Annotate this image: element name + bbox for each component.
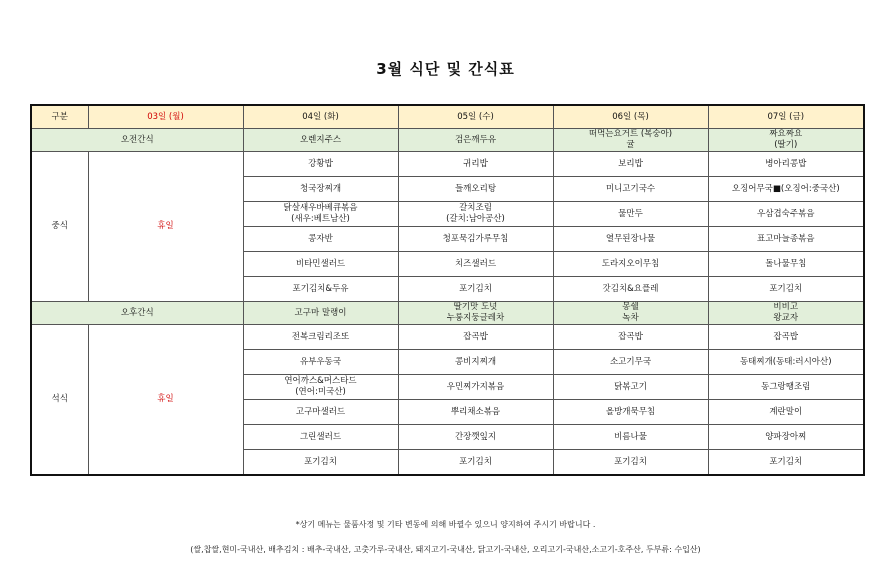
menu-item-line: 콩비지찌개 bbox=[454, 356, 497, 367]
menu-item-line: 귀리밥 bbox=[463, 158, 488, 169]
afternoon-snack-row bbox=[31, 302, 864, 325]
menu-cell bbox=[708, 375, 864, 400]
menu-item-line: 왕교자 bbox=[773, 313, 799, 323]
snack-cell bbox=[243, 302, 398, 325]
menu-cell bbox=[708, 277, 864, 302]
menu-cell bbox=[398, 375, 553, 400]
menu-item-line: 보리밥 bbox=[618, 158, 643, 169]
menu-item-line: 몽쉘 bbox=[622, 302, 639, 312]
menu-item-line: 표고마늘종볶음 bbox=[757, 233, 815, 244]
menu-cell bbox=[243, 450, 398, 476]
menu-item-line: 우민찌가지볶음 bbox=[446, 381, 505, 392]
menu-cell bbox=[243, 325, 398, 350]
menu-cell bbox=[398, 425, 553, 450]
menu-item-line: 누룽지둥글레차 bbox=[446, 313, 505, 323]
menu-item-line: 올방개묵무침 bbox=[605, 406, 656, 417]
menu-cell bbox=[398, 325, 553, 350]
menu-cell bbox=[243, 400, 398, 425]
menu-item-line: 물만두 bbox=[618, 208, 643, 219]
menu-item-line: 잡곡밥 bbox=[618, 331, 643, 342]
menu-item-line: 녹차 bbox=[622, 313, 639, 323]
menu-item-line: 미니고기국수 bbox=[605, 183, 656, 194]
menu-cell bbox=[398, 400, 553, 425]
header-day: 03일 (월) bbox=[88, 105, 243, 129]
menu-cell bbox=[243, 252, 398, 277]
header-day: 04일 (화) bbox=[243, 105, 398, 129]
snack-cell bbox=[553, 302, 708, 325]
menu-cell bbox=[243, 202, 398, 227]
menu-cell bbox=[553, 227, 708, 252]
menu-cell bbox=[553, 177, 708, 202]
menu-item-line: 포기김치 bbox=[769, 283, 803, 294]
menu-item-line: 강황밥 bbox=[308, 158, 333, 169]
row-label: 석식 bbox=[31, 325, 88, 476]
snack-cell bbox=[708, 302, 864, 325]
menu-cell bbox=[708, 450, 864, 476]
menu-item-line: 뿌리채소볶음 bbox=[450, 406, 501, 417]
menu-cell bbox=[243, 277, 398, 302]
menu-item-line: 동태찌개(동태:러시아산) bbox=[739, 356, 832, 367]
menu-item-line: 콩자반 bbox=[308, 233, 333, 244]
menu-item-line: 포기김치 bbox=[459, 283, 492, 294]
menu-item-line: 검은깨두유 bbox=[454, 134, 497, 145]
menu-cell bbox=[398, 277, 553, 302]
menu-item-line: 계란말이 bbox=[769, 406, 803, 417]
menu-item-line: (연어:미국산) bbox=[295, 387, 346, 397]
menu-item-line: 포기김치 bbox=[614, 456, 647, 467]
menu-cell bbox=[708, 252, 864, 277]
menu-cell bbox=[708, 325, 864, 350]
menu-cell bbox=[553, 325, 708, 350]
menu-item-line: 양파장아찌 bbox=[765, 431, 807, 442]
row-label: 오전간식 bbox=[31, 129, 243, 152]
menu-item-line: 갓김치&요플레 bbox=[602, 283, 659, 294]
menu-table bbox=[30, 104, 865, 476]
menu-item-line: 비비고 bbox=[773, 302, 799, 312]
dinner-section bbox=[31, 325, 864, 476]
menu-cell bbox=[553, 277, 708, 302]
menu-item-line: 떠먹는요거트 (복숭아) bbox=[588, 129, 673, 139]
menu-item-line: 들깨오리탕 bbox=[454, 183, 497, 194]
menu-item-line: 잡곡밥 bbox=[773, 331, 799, 342]
menu-item-line: 치즈샐러드 bbox=[454, 258, 497, 269]
menu-item-line: 도라지오이무침 bbox=[601, 258, 660, 269]
menu-item-line: 유부우동국 bbox=[299, 356, 342, 367]
snack-cell bbox=[398, 129, 553, 152]
row-label: 오후간식 bbox=[31, 302, 243, 325]
menu-item-line: (딸기) bbox=[774, 140, 798, 150]
origin-text: (쌀,찹쌀,현미-국내산, 배추김치 : 배추-국내산, 고춧가루-국내산, 돼지고기-국내산, 닭고기-국내산, 오리고기-국내산,소고기-호주산, 두부류: 수입산) bbox=[190, 545, 701, 554]
menu-item-line: 오렌지주스 bbox=[299, 134, 342, 145]
menu-item-line: 비타민샐러드 bbox=[295, 258, 346, 269]
menu-item-line: 포기김치 bbox=[769, 456, 803, 467]
menu-cell bbox=[398, 227, 553, 252]
row-label: 중식 bbox=[31, 152, 88, 302]
menu-item-line: 청국장찌개 bbox=[299, 183, 342, 194]
header-row bbox=[31, 105, 864, 129]
menu-cell bbox=[553, 202, 708, 227]
menu-cell bbox=[708, 400, 864, 425]
menu-cell bbox=[243, 227, 398, 252]
snack-cell bbox=[708, 129, 864, 152]
menu-cell bbox=[708, 425, 864, 450]
header-day: 05일 (수) bbox=[398, 105, 553, 129]
menu-item-line: 그린샐러드 bbox=[299, 431, 342, 442]
menu-item-line: 열무된장나물 bbox=[605, 233, 656, 244]
menu-cell bbox=[553, 450, 708, 476]
menu-item-line: 돌나물무침 bbox=[765, 258, 807, 269]
menu-cell bbox=[708, 227, 864, 252]
menu-cell bbox=[708, 177, 864, 202]
menu-item-line: 귤 bbox=[626, 140, 635, 150]
menu-item-line: 잡곡밥 bbox=[463, 331, 488, 342]
menu-cell bbox=[553, 152, 708, 177]
menu-cell bbox=[398, 252, 553, 277]
menu-cell bbox=[553, 350, 708, 375]
menu-item-line: 청포묵김가루무침 bbox=[442, 233, 509, 244]
lunch-section bbox=[31, 152, 864, 302]
menu-item-line: 오징어무국■(오징어:중국산) bbox=[731, 183, 840, 194]
menu-item-line: 짜요짜요 bbox=[769, 129, 803, 139]
header-day: 07일 (금) bbox=[708, 105, 864, 129]
menu-row bbox=[31, 152, 864, 177]
menu-cell bbox=[553, 400, 708, 425]
snack-cell bbox=[398, 302, 553, 325]
snack-cell bbox=[243, 129, 398, 152]
menu-cell bbox=[243, 425, 398, 450]
menu-cell bbox=[708, 202, 864, 227]
menu-cell bbox=[398, 350, 553, 375]
menu-item-line: 간장깻잎지 bbox=[454, 431, 497, 442]
menu-cell bbox=[708, 152, 864, 177]
menu-item-line: 동그랑땡조림 bbox=[761, 381, 811, 392]
menu-cell bbox=[243, 375, 398, 400]
menu-row bbox=[31, 325, 864, 350]
menu-item-line: 포기김치 bbox=[304, 456, 337, 467]
page-title: 3월 식단 및 간식표 bbox=[376, 60, 515, 78]
menu-item-line: 포기김치 bbox=[459, 456, 492, 467]
menu-item-line: 비름나물 bbox=[614, 431, 647, 442]
menu-cell bbox=[708, 350, 864, 375]
menu-item-line: 닭볶고기 bbox=[614, 381, 647, 392]
menu-item-line: (갈치:남아공산) bbox=[446, 214, 505, 224]
menu-item-line: 딸기맛 도넛 bbox=[453, 302, 498, 312]
holiday-cell: 휴일 bbox=[88, 325, 243, 476]
menu-cell bbox=[398, 202, 553, 227]
morning-snack-row bbox=[31, 129, 864, 152]
menu-item-line: 포기김치&두유 bbox=[292, 283, 349, 294]
menu-item-line: 닭살새우바베큐볶음 bbox=[283, 203, 358, 213]
menu-cell bbox=[243, 350, 398, 375]
header-category: 구분 bbox=[31, 105, 88, 129]
holiday-cell: 휴일 bbox=[88, 152, 243, 302]
menu-item-line: 연어까스&머스타드 bbox=[284, 376, 357, 386]
menu-item-line: 우삼겹숙주볶음 bbox=[757, 208, 815, 219]
menu-cell bbox=[243, 177, 398, 202]
notice-text: *상기 메뉴는 물품사정 및 기타 변동에 의해 바뀔수 있으니 양지하여 주시기 바랍니다 . bbox=[295, 520, 596, 529]
menu-item-line: 소고기무국 bbox=[609, 356, 652, 367]
menu-item-line: 고구마 말랭이 bbox=[294, 307, 347, 318]
snack-cell bbox=[553, 129, 708, 152]
menu-item-line: (새우:베트남산) bbox=[291, 214, 350, 224]
menu-cell bbox=[243, 152, 398, 177]
menu-item-line: 전복크림리조또 bbox=[291, 331, 350, 342]
menu-cell bbox=[553, 425, 708, 450]
menu-item-line: 갈치조림 bbox=[459, 203, 492, 213]
menu-item-line: 고구마샐러드 bbox=[295, 406, 346, 417]
menu-cell bbox=[553, 252, 708, 277]
menu-item-line: 병아리콩밥 bbox=[765, 158, 807, 169]
menu-cell bbox=[398, 450, 553, 476]
menu-cell bbox=[553, 375, 708, 400]
header-day: 06일 (목) bbox=[553, 105, 708, 129]
menu-cell bbox=[398, 177, 553, 202]
menu-cell bbox=[398, 152, 553, 177]
